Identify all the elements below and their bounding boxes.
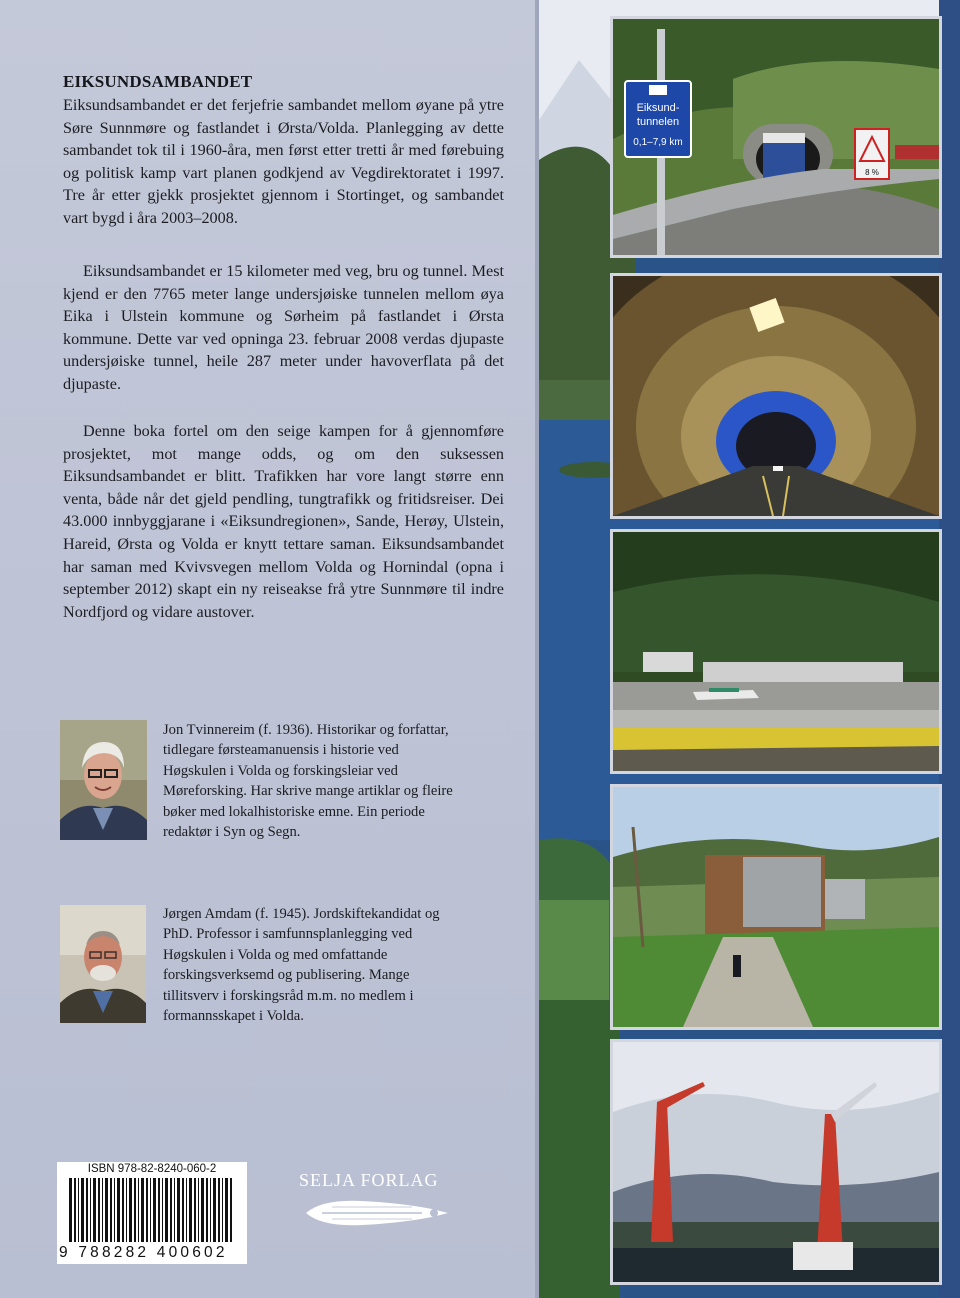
photo-shipyard-cranes <box>610 1039 942 1285</box>
photo-airport <box>610 529 942 774</box>
description-paragraph-3: Denne boka fortel om den seige kampen for å gjennomføre prosjektet, mot mange odds, og om den suksessen Eiksundsambandet er blitt. Trafikken har vore langt større enn venta, både når det gjeld pendling, tungtrafikk og fritidsreiser. Dei 43.000 innbyggjarane i «Eiksundregionen», Sande, Herøy, Ulstein, Hareid, Ørsta og Volda er knytt tettare saman. Eiksundsambandet har saman med Kvivsvegen mellom Volda og Hornindal (opna i september 2012) skapt ein ny reiseakse frå ytre Sunnmøre til indre Nordfjord og vidare austover. <box>63 422 504 621</box>
description-paragraph-1: Eiksundsambandet er det ferjefrie sambandet mellom øyane på ytre Søre Sunnmøre og fastlandet i Ørsta/Volda. Planlegging av dette sambandet tok til i 1960-åra, men først etter tretti år med førebuing og politisk kamp vart planen godkjend av Vegdirektoratet i 1997. Tre år etter gjekk prosjektet gjennom i Stortinget, og sambandet vart bygd i åra 2003–2008. <box>63 96 504 227</box>
author-2-portrait <box>60 905 146 1023</box>
grade-sign: 8 % <box>865 168 879 177</box>
sign-line-1: Eiksund- <box>636 102 680 114</box>
photo-tunnel-entrance <box>610 16 942 258</box>
author-2-bio: Jørgen Amdam (f. 1945). Jordskiftekandidat og PhD. Professor i samfunnsplanlegging ved Høgskulen i Volda og med omfattande forskingsverksemd og publisering. Mange tillitsverv i forskingsråd m.m. no medlem i formannsskapet i Volda. <box>163 906 440 1025</box>
description-paragraph-2: Eiksundsambandet er 15 kilometer med veg, bru og tunnel. Mest kjend er den 7765 meter lange undersjøiske tunnelen mellom øya Eika i Ulstein kommune og Sørheim på fastlandet i Ørsta kommune. Dette var ved opninga 23. februar 2008 verdas djupaste undersjøiske tunnel, heile 287 meter under havoverflata på det djupaste. <box>63 262 504 393</box>
isbn-barcode <box>57 1162 247 1264</box>
photo-college-building <box>610 784 942 1030</box>
publisher-name: SELJA FORLAG <box>299 1170 439 1190</box>
publisher-logo <box>302 1195 450 1231</box>
barcode-digits: 9 788282 400602 <box>59 1244 228 1261</box>
author-1-bio: Jon Tvinnereim (f. 1936). Historikar og forfattar, tidlegare førsteamanuensis i historie ved Høgskulen i Volda og forskingsleiar ved Møreforsking. Har skrive mange artiklar og fleire bøker med lokalhistoriske emne. Ein periode redaktør i Syn og Segn. <box>163 722 453 841</box>
isbn-label: ISBN 978-82-8240-060-2 <box>87 1163 217 1175</box>
barcode-bars <box>69 1178 235 1244</box>
sign-line-3: 0,1–7,9 km <box>633 137 683 148</box>
cover-heading: EIKSUNDSAMBANDET <box>63 72 253 91</box>
photo-tunnel-interior <box>610 273 942 519</box>
author-1-portrait <box>60 720 147 840</box>
sign-line-2: tunnelen <box>636 116 680 128</box>
